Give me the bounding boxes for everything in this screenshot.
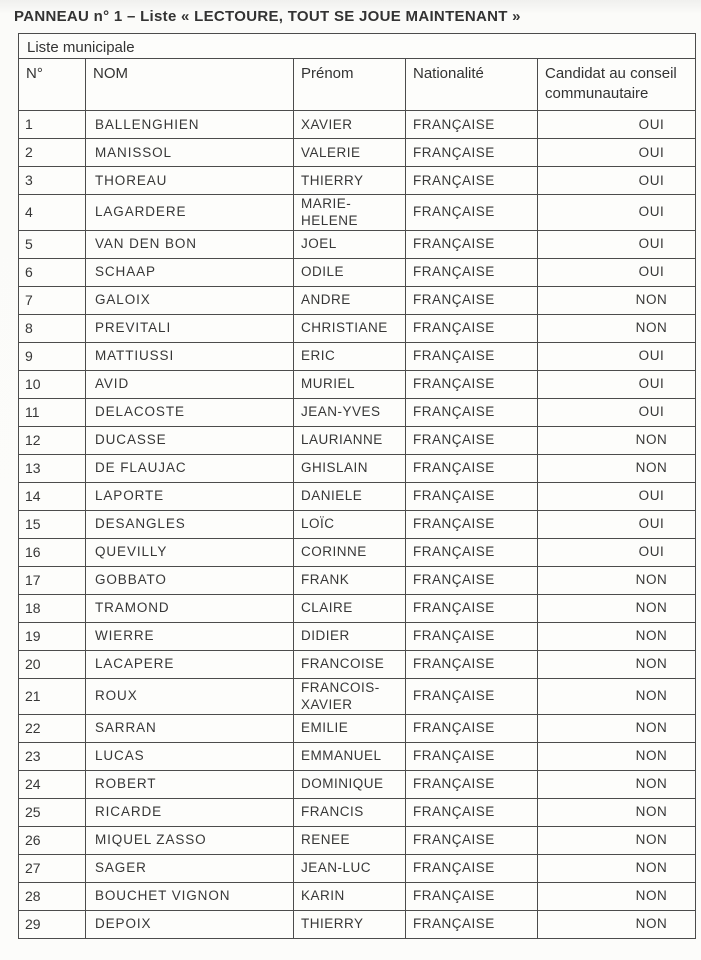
cell-candidat: NON [538, 314, 696, 342]
candidates-table [18, 33, 696, 939]
cell-candidat: OUI [538, 398, 696, 426]
cell-prenom: RENEE [294, 826, 406, 854]
cell-num: 15 [19, 510, 86, 538]
cell-num: 11 [19, 398, 86, 426]
table-row [19, 454, 696, 482]
cell-prenom: JEAN-YVES [294, 398, 406, 426]
cell-candidat: NON [538, 454, 696, 482]
cell-nationalite: FRANÇAISE [406, 854, 538, 882]
cell-nom: BALLENGHIEN [86, 111, 294, 139]
cell-prenom: JOEL [294, 230, 406, 258]
table-row [19, 594, 696, 622]
table-row [19, 650, 696, 678]
cell-num: 26 [19, 826, 86, 854]
table-row [19, 139, 696, 167]
cell-prenom: THIERRY [294, 167, 406, 195]
cell-num: 13 [19, 454, 86, 482]
cell-num: 14 [19, 482, 86, 510]
cell-num: 27 [19, 854, 86, 882]
col-header-candidat: Candidat au conseil communautaire [538, 59, 696, 111]
cell-nom: GOBBATO [86, 566, 294, 594]
cell-candidat: NON [538, 566, 696, 594]
cell-prenom: CORINNE [294, 538, 406, 566]
col-header-nom: NOM [86, 59, 294, 111]
table-row [19, 426, 696, 454]
cell-nom: BOUCHET VIGNON [86, 882, 294, 910]
cell-nationalite: FRANÇAISE [406, 258, 538, 286]
table-row [19, 342, 696, 370]
cell-candidat: NON [538, 594, 696, 622]
cell-nom: WIERRE [86, 622, 294, 650]
cell-nom: SCHAAP [86, 258, 294, 286]
cell-candidat: NON [538, 714, 696, 742]
table-row [19, 770, 696, 798]
cell-nom: PREVITALI [86, 314, 294, 342]
cell-num: 20 [19, 650, 86, 678]
cell-nationalite: FRANÇAISE [406, 482, 538, 510]
cell-num: 2 [19, 139, 86, 167]
cell-candidat: NON [538, 854, 696, 882]
table-row [19, 622, 696, 650]
cell-candidat: NON [538, 678, 696, 714]
cell-num: 29 [19, 910, 86, 938]
cell-prenom: ERIC [294, 342, 406, 370]
cell-nom: QUEVILLY [86, 538, 294, 566]
cell-candidat: NON [538, 426, 696, 454]
cell-prenom: GHISLAIN [294, 454, 406, 482]
table-row [19, 538, 696, 566]
cell-candidat: NON [538, 882, 696, 910]
cell-nom: TRAMOND [86, 594, 294, 622]
cell-nom: ROBERT [86, 770, 294, 798]
table-row [19, 742, 696, 770]
cell-candidat: OUI [538, 167, 696, 195]
cell-prenom: THIERRY [294, 910, 406, 938]
cell-nationalite: FRANÇAISE [406, 622, 538, 650]
cell-prenom: VALERIE [294, 139, 406, 167]
cell-nationalite: FRANÇAISE [406, 342, 538, 370]
cell-candidat: OUI [538, 230, 696, 258]
cell-nationalite: FRANÇAISE [406, 770, 538, 798]
cell-nationalite: FRANÇAISE [406, 594, 538, 622]
cell-candidat: NON [538, 286, 696, 314]
cell-candidat: OUI [538, 258, 696, 286]
cell-prenom: EMILIE [294, 714, 406, 742]
cell-nom: MATTIUSSI [86, 342, 294, 370]
cell-num: 21 [19, 678, 86, 714]
cell-num: 25 [19, 798, 86, 826]
cell-candidat: OUI [538, 482, 696, 510]
cell-nationalite: FRANÇAISE [406, 714, 538, 742]
cell-prenom: EMMANUEL [294, 742, 406, 770]
col-header-nationalite: Nationalité [406, 59, 538, 111]
cell-candidat: NON [538, 798, 696, 826]
table-row [19, 195, 696, 231]
cell-prenom: FRANCIS [294, 798, 406, 826]
cell-prenom: MARIE-HELENE [294, 195, 406, 231]
table-row [19, 566, 696, 594]
cell-nom: THOREAU [86, 167, 294, 195]
cell-prenom: DOMINIQUE [294, 770, 406, 798]
cell-nationalite: FRANÇAISE [406, 798, 538, 826]
cell-candidat: NON [538, 770, 696, 798]
table-row [19, 286, 696, 314]
cell-num: 16 [19, 538, 86, 566]
cell-nom: VAN DEN BON [86, 230, 294, 258]
cell-prenom: DIDIER [294, 622, 406, 650]
cell-nom: SARRAN [86, 714, 294, 742]
table-row [19, 910, 696, 938]
cell-nom: ROUX [86, 678, 294, 714]
cell-nationalite: FRANÇAISE [406, 230, 538, 258]
cell-num: 9 [19, 342, 86, 370]
list-name-row [19, 34, 696, 59]
cell-num: 4 [19, 195, 86, 231]
cell-nationalite: FRANÇAISE [406, 650, 538, 678]
cell-prenom: JEAN-LUC [294, 854, 406, 882]
cell-num: 22 [19, 714, 86, 742]
cell-nationalite: FRANÇAISE [406, 314, 538, 342]
table-row [19, 230, 696, 258]
cell-candidat: OUI [538, 510, 696, 538]
cell-nationalite: FRANÇAISE [406, 538, 538, 566]
cell-nom: LAPORTE [86, 482, 294, 510]
table-row [19, 714, 696, 742]
table-body [19, 111, 696, 939]
table-row [19, 510, 696, 538]
cell-nationalite: FRANÇAISE [406, 454, 538, 482]
cell-nom: DESANGLES [86, 510, 294, 538]
cell-nationalite: FRANÇAISE [406, 111, 538, 139]
table-row [19, 258, 696, 286]
cell-candidat: NON [538, 742, 696, 770]
table-row [19, 398, 696, 426]
cell-nationalite: FRANÇAISE [406, 398, 538, 426]
table-row [19, 882, 696, 910]
cell-prenom: CLAIRE [294, 594, 406, 622]
table-row [19, 678, 696, 714]
table-row [19, 370, 696, 398]
cell-num: 24 [19, 770, 86, 798]
cell-nom: MIQUEL ZASSO [86, 826, 294, 854]
cell-num: 6 [19, 258, 86, 286]
cell-nationalite: FRANÇAISE [406, 370, 538, 398]
cell-prenom: ANDRE [294, 286, 406, 314]
cell-num: 23 [19, 742, 86, 770]
cell-nom: LAGARDERE [86, 195, 294, 231]
cell-nationalite: FRANÇAISE [406, 910, 538, 938]
cell-num: 19 [19, 622, 86, 650]
cell-prenom: LAURIANNE [294, 426, 406, 454]
cell-prenom: LOÏC [294, 510, 406, 538]
cell-prenom: KARIN [294, 882, 406, 910]
cell-nom: SAGER [86, 854, 294, 882]
cell-nationalite: FRANÇAISE [406, 195, 538, 231]
table-row [19, 167, 696, 195]
table-row [19, 482, 696, 510]
cell-nationalite: FRANÇAISE [406, 139, 538, 167]
cell-nom: DUCASSE [86, 426, 294, 454]
cell-candidat: NON [538, 826, 696, 854]
cell-prenom: FRANCOISE [294, 650, 406, 678]
cell-nationalite: FRANÇAISE [406, 286, 538, 314]
table-row [19, 854, 696, 882]
cell-nationalite: FRANÇAISE [406, 510, 538, 538]
list-name-label: Liste municipale [19, 34, 696, 59]
cell-prenom: FRANK [294, 566, 406, 594]
cell-num: 28 [19, 882, 86, 910]
cell-num: 8 [19, 314, 86, 342]
table-row [19, 314, 696, 342]
cell-num: 5 [19, 230, 86, 258]
cell-nationalite: FRANÇAISE [406, 742, 538, 770]
cell-num: 1 [19, 111, 86, 139]
cell-prenom: DANIELE [294, 482, 406, 510]
col-header-prenom: Prénom [294, 59, 406, 111]
cell-candidat: OUI [538, 370, 696, 398]
cell-nationalite: FRANÇAISE [406, 566, 538, 594]
cell-nom: DE FLAUJAC [86, 454, 294, 482]
cell-prenom: ODILE [294, 258, 406, 286]
cell-candidat: OUI [538, 111, 696, 139]
page-title: PANNEAU n° 1 – Liste « LECTOURE, TOUT SE JOUE MAINTENANT » [14, 8, 521, 25]
cell-num: 17 [19, 566, 86, 594]
cell-nationalite: FRANÇAISE [406, 167, 538, 195]
cell-nom: RICARDE [86, 798, 294, 826]
cell-num: 7 [19, 286, 86, 314]
cell-num: 12 [19, 426, 86, 454]
cell-num: 3 [19, 167, 86, 195]
cell-candidat: NON [538, 650, 696, 678]
cell-candidat: OUI [538, 538, 696, 566]
cell-nom: LACAPERE [86, 650, 294, 678]
cell-candidat: OUI [538, 342, 696, 370]
cell-prenom: MURIEL [294, 370, 406, 398]
cell-nom: DELACOSTE [86, 398, 294, 426]
cell-nom: GALOIX [86, 286, 294, 314]
cell-candidat: NON [538, 910, 696, 938]
cell-candidat: NON [538, 622, 696, 650]
table-row [19, 798, 696, 826]
cell-nom: AVID [86, 370, 294, 398]
cell-nom: DEPOIX [86, 910, 294, 938]
cell-num: 10 [19, 370, 86, 398]
cell-nationalite: FRANÇAISE [406, 826, 538, 854]
table-row [19, 111, 696, 139]
table-row [19, 826, 696, 854]
cell-prenom: FRANCOIS-XAVIER [294, 678, 406, 714]
cell-nom: MANISSOL [86, 139, 294, 167]
cell-prenom: CHRISTIANE [294, 314, 406, 342]
cell-candidat: OUI [538, 139, 696, 167]
cell-nationalite: FRANÇAISE [406, 678, 538, 714]
cell-nationalite: FRANÇAISE [406, 426, 538, 454]
col-header-num: N° [19, 59, 86, 111]
cell-num: 18 [19, 594, 86, 622]
cell-nationalite: FRANÇAISE [406, 882, 538, 910]
table-header-row [19, 59, 696, 111]
cell-candidat: OUI [538, 195, 696, 231]
cell-prenom: XAVIER [294, 111, 406, 139]
cell-nom: LUCAS [86, 742, 294, 770]
